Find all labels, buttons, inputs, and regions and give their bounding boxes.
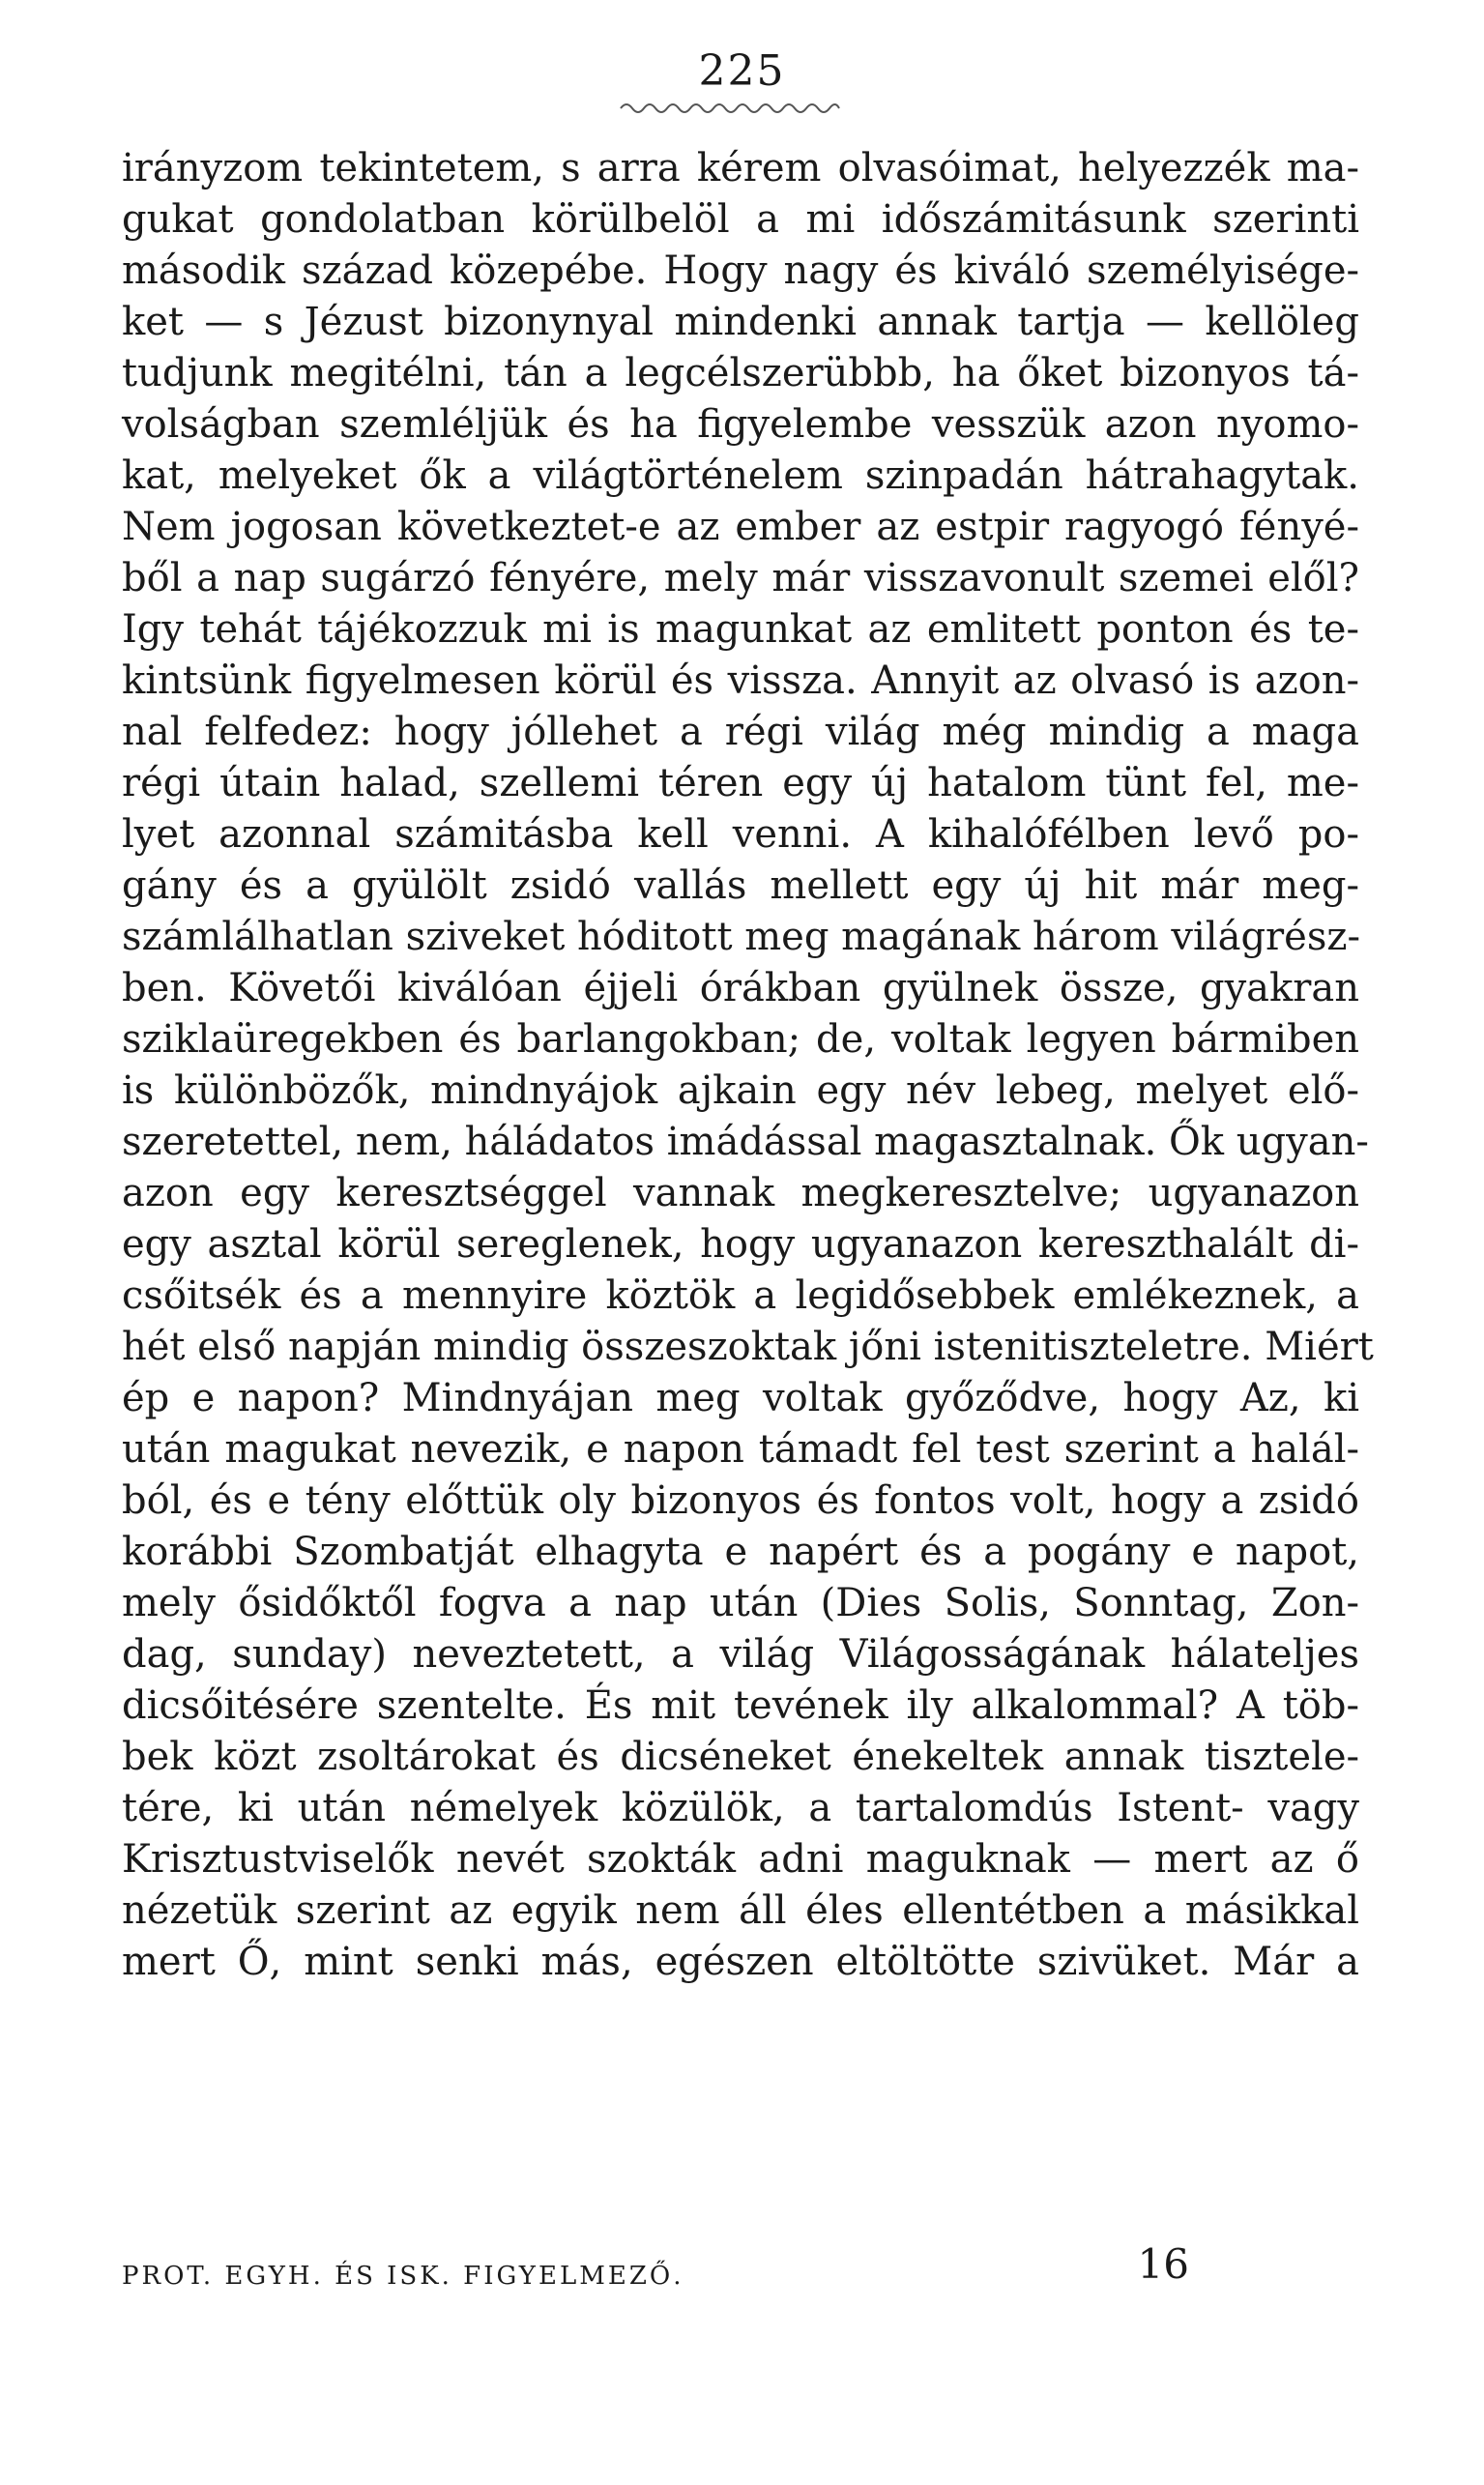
page-number: 225 [698, 46, 786, 96]
text-line: gukat gondolatban körülbelöl a mi időszámitásunk szerinti [122, 197, 1359, 242]
text-line: lyet azonnal számitásba kell venni. A kihalófélben levő po- [122, 812, 1359, 857]
printer-signature: PROT. EGYH. ÉS ISK. FIGYELMEZŐ. [122, 2262, 684, 2291]
text-line: nal felfedez: hogy jóllehet a régi világ még mindig a maga [122, 710, 1359, 754]
text-line: dag, sunday) neveztetett, a világ Világosságának hálateljes [122, 1632, 1359, 1677]
text-line: számlálhatlan sziveket hóditott meg magának három világrész- [122, 915, 1360, 959]
text-line: szeretettel, nem, háládatos imádással magasztalnak. Ők ugyan- [122, 1120, 1369, 1164]
text-line: gány és a gyülölt zsidó vallás mellett egy új hit már meg- [122, 863, 1359, 908]
text-line: ép e napon? Mindnyájan meg voltak győződve, hogy Az, ki [122, 1376, 1359, 1420]
text-line: sziklaüregekben és barlangokban; de, voltak legyen bármiben [122, 1017, 1359, 1062]
text-line: ból, és e tény előttük oly bizonyos és fontos volt, hogy a zsidó [122, 1478, 1359, 1523]
text-line: Igy tehát tájékozzuk mi is magunkat az emlitett ponton és te- [122, 607, 1359, 652]
text-line: irányzom tekintetem, s arra kérem olvasóimat, helyezzék ma- [122, 146, 1359, 190]
text-line: egy asztal körül sereglenek, hogy ugyanazon kereszthalált di- [122, 1222, 1359, 1267]
text-line: korábbi Szombatját elhagyta e napért és a pogány e napot, [122, 1530, 1359, 1574]
decorative-rule-icon [619, 97, 841, 116]
sheet-number: 16 [1137, 2240, 1189, 2288]
text-line: ből a nap sugárzó fényére, mely már visszavonult szemei elől? [122, 556, 1359, 600]
text-line: Krisztustviselők nevét szokták adni maguknak — mert az ő [122, 1837, 1359, 1882]
body-text [122, 143, 1374, 1988]
text-line: is különbözők, mindnyájok ajkain egy név lebeg, melyet elő- [122, 1068, 1359, 1113]
text-line: kat, melyeket ők a világtörténelem szinpadán hátrahagytak. [122, 453, 1359, 498]
text-line: mely ősidőktől fogva a nap után (Dies Solis, Sonntag, Zon- [122, 1581, 1359, 1625]
text-line: után magukat nevezik, e napon támadt fel test szerint a halál- [122, 1427, 1359, 1472]
text-line: dicsőitésére szentelte. És mit tevének ily alkalommal? A töb- [122, 1683, 1359, 1728]
text-line: volságban szemléljük és ha figyelembe vesszük azon nyomo- [122, 402, 1359, 447]
text-line: csőitsék és a mennyire köztök a legidősebbek emlékeznek, a [122, 1273, 1359, 1318]
text-line: kintsünk figyelmesen körül és vissza. Annyit az olvasó is azon- [122, 658, 1359, 703]
text-line: második század közepébe. Hogy nagy és kiváló személyisége- [122, 248, 1359, 293]
text-line: régi útain halad, szellemi téren egy új hatalom tünt fel, me- [122, 761, 1359, 805]
text-line: azon egy keresztséggel vannak megkeresztelve; ugyanazon [122, 1171, 1359, 1215]
text-line: nézetük szerint az egyik nem áll éles ellentétben a másikkal [122, 1888, 1359, 1933]
text-line: ket — s Jézust bizonynyal mindenki annak tartja — kellöleg [122, 300, 1359, 344]
text-line: bek közt zsoltárokat és dicséneket énekeltek annak tisztele- [122, 1735, 1359, 1779]
text-line: tére, ki után némelyek közülök, a tartalomdús Istent- vagy [122, 1786, 1359, 1830]
page-footer [122, 2240, 1359, 2298]
text-line: hét első napján mindig összeszoktak jőni istenitiszteletre. Miért [122, 1325, 1374, 1369]
text-line: ben. Követői kiválóan éjjeli órákban gyülnek össze, gyakran [122, 966, 1359, 1010]
text-line: Nem jogosan következtet-e az ember az estpir ragyogó fényé- [122, 505, 1359, 549]
text-line: mert Ő, mint senki más, egészen eltöltötte szivüket. Már a [122, 1940, 1359, 1984]
text-line: tudjunk megitélni, tán a legcélszerübbb, ha őket bizonyos tá- [122, 351, 1359, 395]
